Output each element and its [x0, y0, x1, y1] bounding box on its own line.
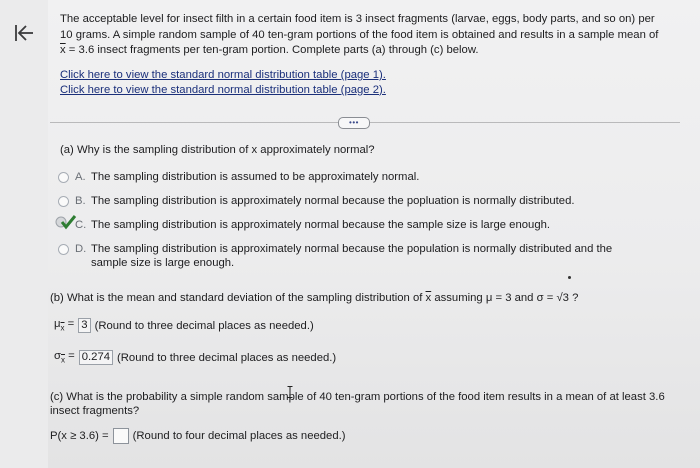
part-b-prefix: (b) What is the mean and standard deviation of the sampling distribution of	[50, 292, 423, 304]
left-strip	[0, 0, 48, 468]
probability-hint: (Round to four decimal places as needed.)	[132, 430, 346, 442]
option-text: The sampling distribution is approximately normal because the popluation is normally distributed.	[91, 195, 575, 207]
sd-hint: (Round to three decimal places as needed.)	[117, 351, 337, 364]
sd-answer-row	[54, 350, 336, 365]
sd-label: $\sigma_{\overline{x}}$ =	[54, 350, 75, 365]
option-letter: D.	[75, 243, 87, 255]
stray-mark	[568, 276, 571, 279]
xbar-symbol: $\overline{x}$	[425, 292, 432, 304]
option-letter: B.	[75, 195, 86, 207]
mean-answer-row	[54, 318, 314, 333]
mu-symbol: μ	[54, 318, 61, 331]
mean-answer-field[interactable]: 3	[78, 318, 90, 333]
part-b-suffix: assuming μ = 3 and σ = √3 ?	[434, 292, 579, 304]
probability-label: P(x ≥ 3.6) =	[50, 430, 109, 442]
option-d[interactable]	[58, 242, 631, 270]
sigma-symbol: σ	[54, 350, 61, 363]
problem-line-2: 10 grams. A simple random sample of 40 ten-gram portions of the food item is obtained and results in a sample mean of	[60, 28, 659, 41]
option-text: The sampling distribution is assumed to be approximately normal.	[91, 171, 420, 183]
option-letter: C.	[75, 219, 87, 231]
problem-line-3-text: = 3.6 insect fragments per ten-gram portion. Complete parts (a) through (c) below.	[68, 44, 479, 56]
option-letter: A.	[75, 171, 86, 183]
more-icon[interactable]: •••	[338, 117, 370, 129]
normal-table-link-page-1[interactable]: Click here to view the standard normal distribution table (page 1).	[60, 69, 386, 81]
radio-icon[interactable]	[58, 196, 69, 207]
normal-table-link-page-2[interactable]: Click here to view the standard normal distribution table (page 2).	[60, 83, 386, 96]
option-b[interactable]	[58, 194, 636, 208]
radio-icon[interactable]	[58, 172, 69, 183]
part-b-question	[50, 292, 578, 304]
probability-answer-row	[50, 428, 346, 444]
problem-statement	[60, 12, 680, 59]
radio-icon[interactable]	[58, 244, 69, 255]
probability-answer-field[interactable]	[113, 428, 129, 444]
back-arrow-icon[interactable]	[12, 22, 36, 44]
part-a-question: (a) Why is the sampling distribution of x approximately normal?	[60, 144, 375, 156]
sd-answer-field[interactable]: 0.274	[79, 350, 113, 365]
xbar-symbol: $\overline{x}$	[60, 44, 66, 56]
option-c[interactable]	[58, 218, 636, 232]
mean-hint: (Round to three decimal places as needed.)	[94, 319, 314, 332]
option-text: The sampling distribution is approximately normal because the sample size is large enough.	[91, 219, 551, 231]
part-c-question: (c) What is the probability a simple random sample of 40 ten-gram portions of the food item results in a mean of at least 3.6 insect fragments?	[50, 391, 665, 417]
table-links	[60, 68, 386, 97]
problem-line-1: The acceptable level for insect filth in a certain food item is 3 insect fragments (larvae, eggs, body parts, and so on) per	[60, 13, 655, 25]
option-a[interactable]	[58, 170, 636, 184]
mean-label: $\mu_{\overline{x}}$ =	[54, 318, 75, 333]
text-cursor-icon	[287, 386, 293, 398]
option-text: The sampling distribution is approximately normal because the population is normally distributed and the sample size is large enough.	[91, 243, 613, 269]
problem-line-3	[60, 43, 680, 59]
